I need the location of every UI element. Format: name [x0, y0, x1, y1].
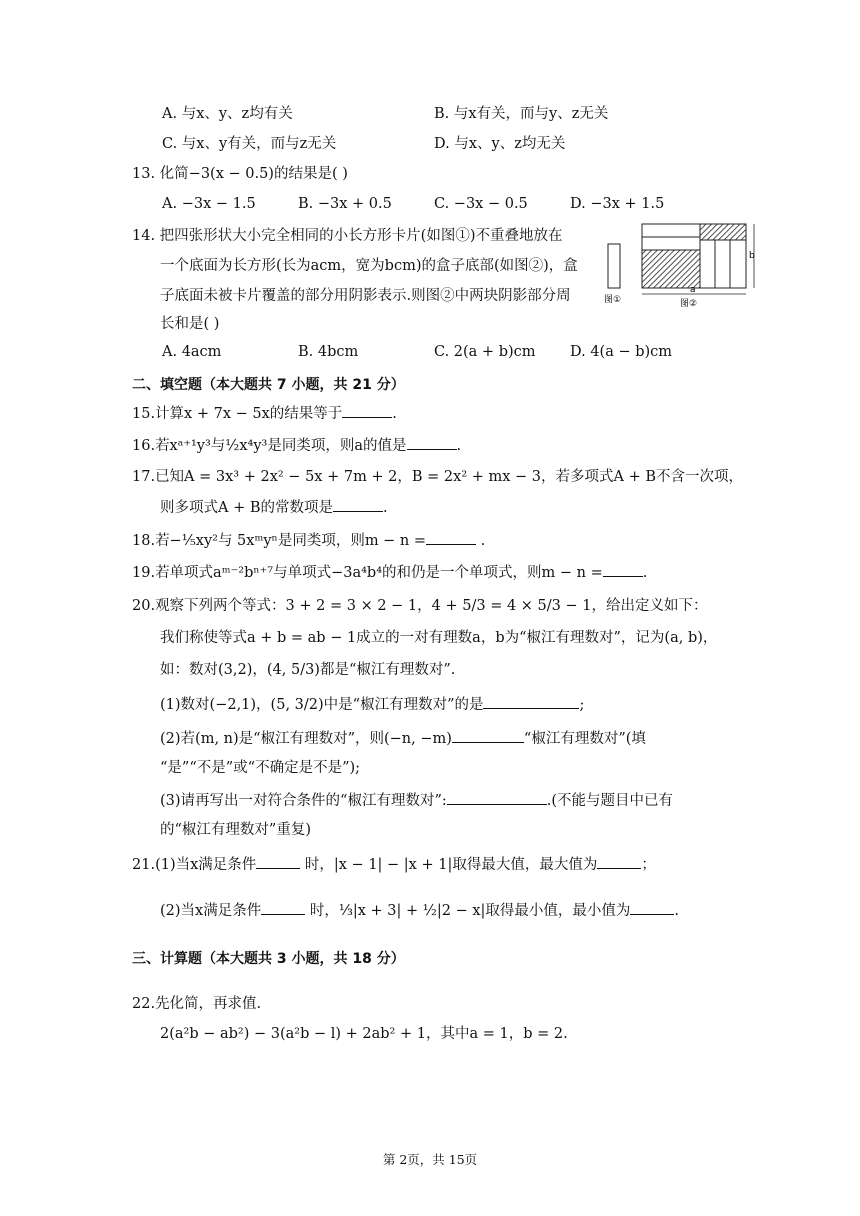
q17-line2	[160, 497, 388, 518]
question-number: 13.	[132, 166, 156, 182]
question-text: 计算x + 7x − 5x的结果等于	[155, 406, 343, 422]
question-text-end: .	[642, 565, 648, 581]
answer-blank	[452, 728, 524, 743]
q20-line1	[132, 596, 707, 616]
question-text-end: .	[392, 406, 397, 422]
q12-choice-c: C. 与x、y有关，而与z无关	[162, 136, 337, 152]
q13-choice-a: A. −3x − 1.5	[162, 196, 256, 212]
question-number: 21.	[132, 857, 156, 873]
question-number: 20.	[132, 598, 156, 614]
question-number: 16.	[132, 438, 156, 454]
question-text: 若−⅕xy²与 5xᵐyⁿ是同类项，则m − n =	[155, 533, 427, 549]
q22-line1	[132, 994, 261, 1014]
section-heading: 二、填空题（本大题共 7 小题，共 21 分）	[132, 377, 405, 393]
q12-choice-b: B. 与x有关，而与y、z无关	[434, 106, 609, 122]
answer-blank	[447, 790, 547, 805]
fig-b-label: b	[749, 251, 755, 261]
answer-blank	[603, 562, 643, 577]
fig2-label: 图②	[680, 299, 698, 309]
q18	[132, 530, 485, 551]
q14-figure	[600, 222, 760, 312]
answer-blank	[342, 403, 392, 418]
answer-blank	[597, 854, 641, 869]
question-text: (3)请再写出一对符合条件的“椒江有理数对”:	[160, 793, 447, 809]
q20-sub2	[160, 728, 646, 749]
question-text: 时，|x − 1| − |x + 1|取得最大值，最大值为	[300, 857, 598, 873]
q20-sub2-line2: “是”“不是”或“不确定是不是”);	[160, 760, 361, 776]
answer-blank	[426, 530, 476, 545]
question-text: 已知A = 3x³ + 2x² − 5x + 7m + 2，B = 2x² + mx − 3，若多项式A + B不含一次项，	[155, 469, 744, 485]
shaded-region-top	[700, 224, 746, 240]
question-text-end: .(不能与题目中已有	[546, 793, 674, 809]
question-text-end: ;	[579, 697, 585, 713]
answer-blank	[261, 900, 305, 915]
question-number: 15.	[132, 406, 156, 422]
card-rectangle-icon	[608, 244, 620, 288]
q20-line2: 我们称使等式a + b = ab − 1成立的一对有理数a，b为“椒江有理数对”，记为(a, b)，	[160, 630, 718, 646]
question-text-end: .	[456, 438, 462, 454]
question-text: 化简−3(x − 0.5)的结果是( )	[159, 166, 348, 182]
q13-choice-d: D. −3x + 1.5	[570, 196, 665, 212]
question-number: 17.	[132, 469, 156, 485]
q22-line2: 2(a²b − ab²) − 3(a²b − l) + 2ab² + 1，其中a = 1，b = 2.	[160, 1026, 568, 1042]
q14-choice-b: B. 4bcm	[298, 344, 359, 360]
answer-blank	[256, 854, 300, 869]
question-number: 22.	[132, 996, 156, 1012]
question-text-end: .	[476, 533, 486, 549]
q21-sub2	[160, 900, 679, 921]
answer-blank	[407, 435, 457, 450]
q12-choice-a: A. 与x、y、z均有关	[162, 106, 293, 122]
answer-blank	[630, 900, 674, 915]
q15	[132, 403, 397, 424]
page-footer: 第 2页，共 15页	[382, 1152, 478, 1167]
question-text: (1)当x满足条件	[155, 857, 257, 873]
question-text: 观察下列两个等式：3 + 2 = 3 × 2 − 1，4 + 5/3 = 4 × 5/3 − 1，给出定义如下：	[155, 598, 708, 614]
answer-blank	[483, 694, 579, 709]
question-text: 时，⅓|x + 3| + ½|2 − x|取得最小值，最小值为	[305, 903, 631, 919]
q12-choice-d: D. 与x、y、z均无关	[434, 136, 566, 152]
section-heading: 三、计算题（本大题共 3 小题，共 18 分）	[132, 951, 405, 967]
question-text-end: .	[674, 903, 679, 919]
q20-sub3	[160, 790, 673, 811]
q19	[132, 562, 647, 583]
q13-stem	[132, 164, 348, 184]
question-text: (2)当x满足条件	[160, 903, 262, 919]
question-text: (2)若(m, n)是“椒江有理数对”，则(−n, −m)	[160, 731, 452, 747]
q20-sub3-line2: 的“椒江有理数对”重复)	[160, 822, 311, 838]
fig-a-label: a	[690, 285, 696, 295]
fig1-label: 图①	[604, 295, 622, 305]
q13-choice-c: C. −3x − 0.5	[434, 196, 528, 212]
question-number: 19.	[132, 565, 156, 581]
question-text-end: .	[383, 500, 388, 516]
answer-blank	[333, 497, 383, 512]
question-text: (1)数对(−2,1)，(5, 3/2)中是“椒江有理数对”的是	[160, 697, 484, 713]
q16	[132, 435, 461, 456]
question-text: 先化简，再求值.	[155, 996, 262, 1012]
q14-line4: 长和是( )	[160, 316, 220, 332]
question-text: 若单项式aᵐ⁻²bⁿ⁺⁷与单项式−3a⁴b⁴的和仍是一个单项式，则m − n =	[155, 565, 603, 581]
question-text-end: ；	[641, 857, 656, 873]
q20-line3: 如：数对(3,2)，(4, 5/3)都是“椒江有理数对”.	[160, 662, 456, 678]
question-text: 若xᵃ⁺¹y³与½x⁴y³是同类项，则a的值是	[155, 438, 407, 454]
q14-line3: 子底面未被卡片覆盖的部分用阴影表示.则图②中两块阴影部分周	[160, 288, 571, 304]
q14-choice-d: D. 4(a − b)cm	[570, 344, 673, 360]
q13-choice-b: B. −3x + 0.5	[298, 196, 392, 212]
q17-line1	[132, 467, 743, 487]
shaded-region-bottom	[642, 250, 700, 288]
question-number: 14.	[132, 228, 156, 244]
q21-sub1	[132, 854, 656, 875]
q14-choice-a: A. 4acm	[162, 344, 222, 360]
question-number: 18.	[132, 533, 156, 549]
q14-choice-c: C. 2(a + b)cm	[434, 344, 536, 360]
question-text: 则多项式A + B的常数项是	[160, 500, 333, 516]
q20-sub1	[160, 694, 584, 715]
q14-line1	[132, 226, 562, 246]
question-text-end: “椒江有理数对”(填	[523, 731, 646, 747]
q14-line2: 一个底面为长方形(长为acm，宽为bcm)的盒子底部(如图②)，盒	[160, 258, 578, 274]
question-text: 把四张形状大小完全相同的小长方形卡片(如图①)不重叠地放在	[159, 228, 563, 244]
